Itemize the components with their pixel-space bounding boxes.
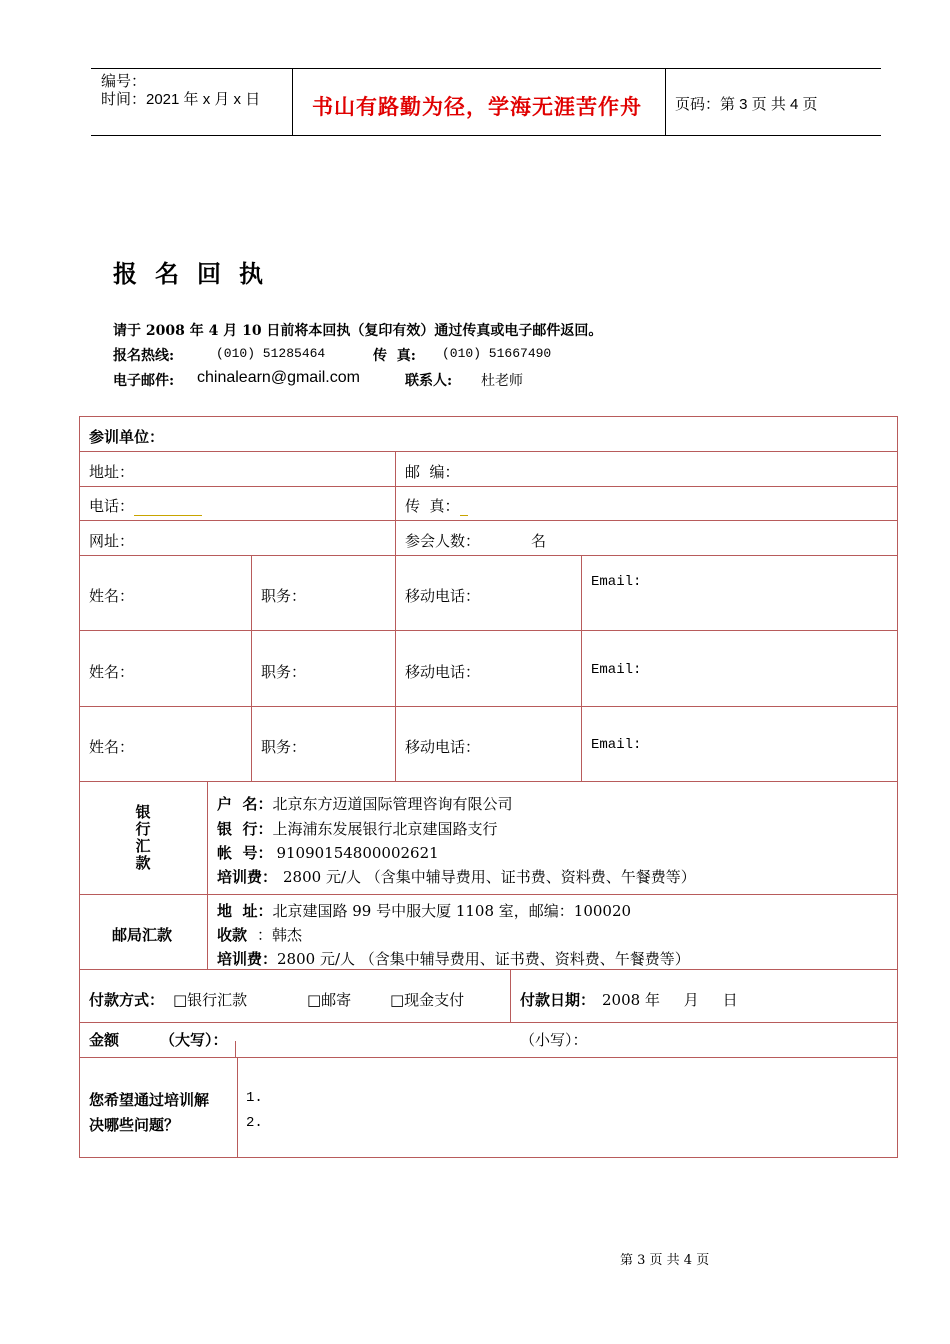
participant-name-label: 姓名： xyxy=(89,587,135,605)
bank-account-name-label: 户 名： xyxy=(217,795,273,813)
row-divider xyxy=(80,520,897,521)
amount-label: 金额 xyxy=(89,1031,120,1049)
post-label: 邮局汇款 xyxy=(112,926,173,944)
participant-mobile-label: 移动电话： xyxy=(405,738,481,756)
post-address-value: 北京建国路 99 号中服大厦 1108 室，邮编：100020 xyxy=(272,902,632,920)
participant-title-label: 职务： xyxy=(261,663,307,681)
header-bottom-rule xyxy=(91,135,881,136)
post-fee-label: 培训费： xyxy=(217,950,278,968)
post-address-label: 地 址： xyxy=(217,902,273,920)
payment-option-cash[interactable]: □现金支付 xyxy=(390,991,465,1009)
row-divider xyxy=(80,706,897,707)
postcode-label: 邮 编： xyxy=(405,463,460,481)
bank-char: 行 xyxy=(135,820,151,838)
attendees-unit: 名 xyxy=(531,532,547,550)
bank-name-value: 上海浦东发展银行北京建国路支行 xyxy=(272,820,498,838)
phone-field[interactable] xyxy=(89,495,202,516)
fax-blank[interactable] xyxy=(460,501,468,516)
bank-account-no-value: 91090154800002621 xyxy=(276,844,439,862)
bank-name xyxy=(217,818,497,839)
amount-upper-label: （大写）： xyxy=(160,1031,228,1049)
col-divider xyxy=(581,555,582,781)
row-divider xyxy=(80,1057,897,1058)
row-divider xyxy=(80,781,897,782)
payment-option-bank[interactable]: □银行汇款 xyxy=(173,991,248,1009)
hotline-value: (010) 51285464 xyxy=(216,346,326,361)
header-page-info: 页码：第 3 页 共 4 页 xyxy=(675,96,818,113)
footer-page-number: 第 3 页 共 4 页 xyxy=(620,1253,710,1268)
participant-title-label: 职务： xyxy=(261,738,307,756)
form-title: 报名回执 xyxy=(113,259,281,288)
website-label: 网址： xyxy=(89,532,135,550)
bank-account-name-value: 北京东方迈道国际管理咨询有限公司 xyxy=(272,795,513,813)
participant-name-label: 姓名： xyxy=(89,738,135,756)
header-time: 时间：2021 年 x 月 x 日 xyxy=(101,91,261,108)
payment-option-mail[interactable]: □邮寄 xyxy=(307,991,352,1009)
header-motto: 书山有路勤为径，学海无涯苦作舟 xyxy=(312,94,642,119)
questions-label-line2: 决哪些问题？ xyxy=(89,1116,180,1134)
post-fee-value: 2800 元/人 （含集中辅导费用、证书费、资料费、午餐费等） xyxy=(277,950,690,968)
attendees-label: 参会人数： xyxy=(405,532,481,550)
org-label: 参训单位： xyxy=(89,428,165,446)
header-divider-left xyxy=(292,69,293,136)
amount-divider xyxy=(235,1041,236,1057)
questions-label-line1: 您希望通过培训解 xyxy=(89,1091,210,1109)
participant-email-label: Email: xyxy=(591,662,642,678)
col-divider xyxy=(207,781,208,969)
bank-char: 款 xyxy=(135,854,151,872)
email-value[interactable]: chinalearn@gmail.com xyxy=(197,369,360,386)
participant-mobile-label: 移动电话： xyxy=(405,587,481,605)
fax-field-label: 传 真： xyxy=(405,497,460,515)
contact-value: 杜老师 xyxy=(481,373,523,389)
col-divider xyxy=(395,451,396,781)
post-fee xyxy=(217,948,690,969)
header-number-label: 编号： xyxy=(101,73,147,90)
bank-fee-value: 2800 元/人 （含集中辅导费用、证书费、资料费、午餐费等） xyxy=(283,868,696,886)
bank-char: 汇 xyxy=(135,837,151,855)
question-item-2[interactable]: 2. xyxy=(246,1115,263,1131)
contact-label: 联系人: xyxy=(405,373,453,389)
email-label: 电子邮件: xyxy=(113,373,175,389)
address-label: 地址： xyxy=(89,463,135,481)
bank-char: 银 xyxy=(135,803,151,821)
amount-lower-label: （小写）： xyxy=(520,1031,588,1049)
participant-name-label: 姓名： xyxy=(89,663,135,681)
registration-table xyxy=(79,416,898,1158)
payment-date-label: 付款日期： xyxy=(520,991,596,1009)
phone-blank[interactable] xyxy=(134,501,202,516)
post-payee xyxy=(217,924,302,945)
row-divider xyxy=(80,555,897,556)
row-divider xyxy=(80,1022,897,1023)
post-payee-label: 收款 xyxy=(217,926,248,944)
row-divider xyxy=(80,894,897,895)
participant-mobile-label: 移动电话： xyxy=(405,663,481,681)
hotline-label: 报名热线: xyxy=(113,348,175,364)
post-address xyxy=(217,900,631,921)
payment-method-label: 付款方式： xyxy=(89,991,165,1009)
question-item-1[interactable]: 1. xyxy=(246,1090,263,1106)
post-payee-value: ：韩杰 xyxy=(257,926,303,944)
header-top-rule xyxy=(91,68,881,69)
col-divider xyxy=(237,1057,238,1157)
bank-fee-label: 培训费： xyxy=(217,868,278,886)
row-divider xyxy=(80,969,897,970)
bank-name-label: 银 行： xyxy=(217,820,273,838)
col-divider xyxy=(251,555,252,781)
form-intro: 请于 2008 年 4 月 10 日前将本回执（复印有效）通过传真或电子邮件返回。 xyxy=(113,323,603,339)
col-divider xyxy=(510,969,511,1022)
bank-fee xyxy=(217,866,696,887)
header-divider-right xyxy=(665,69,666,136)
row-divider xyxy=(80,630,897,631)
row-divider xyxy=(80,451,897,452)
phone-label: 电话： xyxy=(89,497,135,515)
participant-title-label: 职务： xyxy=(261,587,307,605)
participant-email-label: Email: xyxy=(591,737,642,753)
fax-label: 传 真: xyxy=(373,348,416,364)
bank-account-name xyxy=(217,793,512,814)
bank-account-no xyxy=(217,842,439,863)
participant-email-label: Email: xyxy=(591,574,642,590)
bank-account-no-label: 帐 号： xyxy=(217,844,273,862)
fax-field[interactable] xyxy=(405,495,468,516)
payment-date-value: 2008 年 月 日 xyxy=(602,991,738,1009)
row-divider xyxy=(80,486,897,487)
fax-value: (010) 51667490 xyxy=(442,346,552,361)
